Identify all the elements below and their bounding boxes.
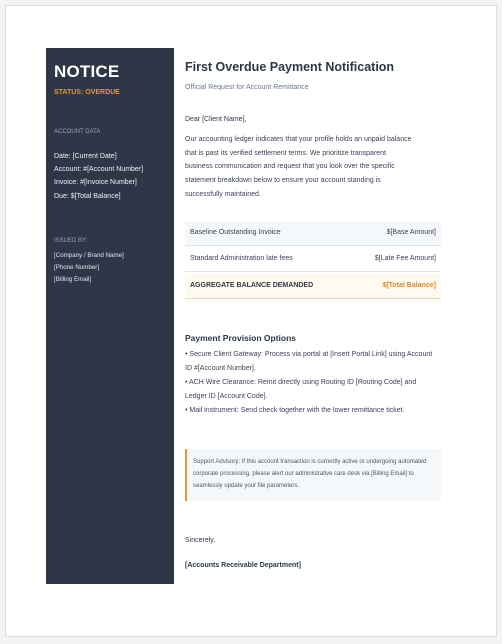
payment-option: • ACH Wire Clearance: Remit directly using Routing ID [Routing Code] and Ledger ID [Account Code].	[185, 379, 417, 400]
account-data-label: ACCOUNT DATA	[54, 129, 101, 135]
balance-row-late-fee	[185, 247, 441, 272]
account-number: Account: #[Account Number]	[54, 166, 144, 173]
intro-paragraph: Our accounting ledger indicates that your profile holds an unpaid balance that is past its verified settlement terms. We prioritize transparent business communication and request that you look over the specific statement breakdown below to ensure your account standing is successfully maintained.	[185, 136, 412, 198]
payment-option: • Mail instrument: Send check together with the lower remittance ticket.	[185, 407, 405, 414]
payment-options-list	[185, 348, 435, 418]
amount-due: Due: $[Total Balance]	[54, 193, 121, 200]
notice-heading: NOTICE	[54, 62, 120, 81]
account-date: Date: [Current Date]	[54, 153, 117, 160]
signature: [Accounts Receivable Department]	[185, 562, 301, 569]
sidebar-panel	[46, 48, 174, 584]
balance-value: $[Late Fee Amount]	[374, 255, 436, 262]
balance-label: Baseline Outstanding Invoice	[190, 229, 281, 236]
signoff: Sincerely,	[185, 537, 216, 544]
balance-value: $[Base Amount]	[386, 229, 436, 236]
status-label: STATUS: OVERDUE	[54, 89, 120, 96]
balance-row-base	[185, 221, 441, 246]
total-label: AGGREGATE BALANCE DEMANDED	[190, 282, 314, 289]
page-title: First Overdue Payment Notification	[185, 60, 395, 74]
total-value: $[Total Balance]	[382, 282, 436, 289]
company-name: [Company / Brand Name]	[54, 252, 124, 259]
phone-number: [Phone Number]	[54, 264, 100, 271]
payment-option: • Secure Client Gateway: Process via portal at [Insert Portal Link] using Account ID #[Account Number].	[185, 351, 433, 372]
issued-by-label: ISSUED BY:	[54, 238, 88, 244]
billing-email: [Billing Email]	[54, 276, 92, 283]
payment-options-heading: Payment Provision Options	[185, 333, 296, 343]
greeting: Dear [Client Name],	[185, 116, 247, 123]
support-advisory: Support Advisory: If this account transaction is currently active or undergoing automated corporate processing, please alert our administrative care desk via [Billing Email] to seamlessly update your file parameters.	[185, 449, 441, 501]
balance-label: Standard Administration late fees	[190, 255, 293, 262]
balance-row-total	[185, 274, 441, 299]
invoice-number: Invoice: #[Invoice Number]	[54, 179, 137, 186]
page-subtitle: Official Request for Account Remittance	[185, 84, 309, 91]
